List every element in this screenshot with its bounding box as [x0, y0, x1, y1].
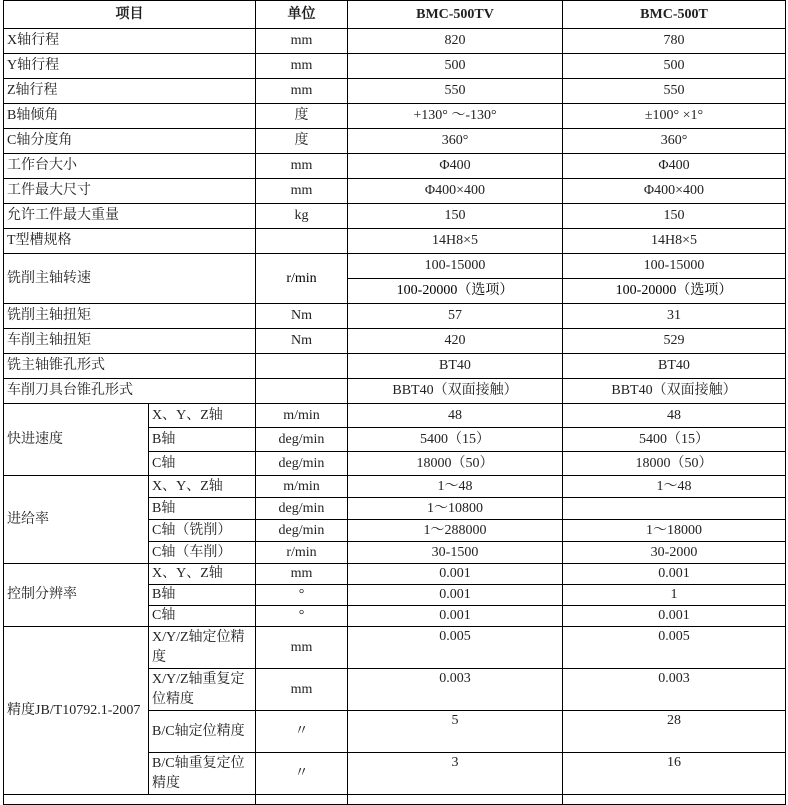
row-label: T型槽规格: [4, 229, 256, 254]
value-model-1: 420: [348, 329, 563, 354]
value-model-2: 0.003: [563, 669, 786, 711]
value-model-1: 1～10800: [348, 498, 563, 520]
value-model-1: +130° ～-130°: [348, 104, 563, 129]
value-model-1: 5400（15）: [348, 428, 563, 452]
value-model-2: [563, 498, 786, 520]
value-model-1: 500: [348, 54, 563, 79]
value-model-1: 48: [348, 404, 563, 428]
value-model-1: 0.001: [348, 585, 563, 606]
value-model-2: 100-20000（选项）: [563, 279, 786, 304]
value-model-1: 1～48: [348, 476, 563, 498]
row-unit: °: [256, 585, 348, 606]
value-model-1: 100-15000: [348, 254, 563, 279]
table-cell: [348, 795, 563, 805]
row-label: 工件最大尺寸: [4, 179, 256, 204]
value-model-1: Φ400×400: [348, 179, 563, 204]
header-unit: 单位: [256, 1, 348, 29]
row-unit: r/min: [256, 254, 348, 304]
row-unit: m/min: [256, 476, 348, 498]
value-model-1: BBT40（双面接触）: [348, 379, 563, 404]
sub-label: C轴（车削）: [149, 542, 256, 564]
value-model-1: 0.005: [348, 627, 563, 669]
row-unit: deg/min: [256, 498, 348, 520]
sub-label: B/C轴定位精度: [149, 711, 256, 753]
row-unit: deg/min: [256, 428, 348, 452]
row-unit: 度: [256, 104, 348, 129]
value-model-1: 18000（50）: [348, 452, 563, 476]
row-unit: Nm: [256, 329, 348, 354]
value-model-2: 31: [563, 304, 786, 329]
row-unit: mm: [256, 564, 348, 585]
value-model-2: Φ400×400: [563, 179, 786, 204]
row-unit: mm: [256, 627, 348, 669]
row-unit: mm: [256, 179, 348, 204]
table-row: [4, 54, 786, 79]
value-model-2: 529: [563, 329, 786, 354]
row-label: Z轴行程: [4, 79, 256, 104]
value-model-1: 0.003: [348, 669, 563, 711]
table-cell: [4, 795, 256, 805]
value-model-2: 28: [563, 711, 786, 753]
row-unit: [256, 379, 348, 404]
table-row: [4, 204, 786, 229]
value-model-1: 100-20000（选项）: [348, 279, 563, 304]
sub-label: X、Y、Z轴: [149, 564, 256, 585]
value-model-1: 550: [348, 79, 563, 104]
table-row: [4, 229, 786, 254]
row-unit: mm: [256, 669, 348, 711]
value-model-2: 30-2000: [563, 542, 786, 564]
sub-label: B轴: [149, 428, 256, 452]
group-label: 控制分辨率: [4, 564, 149, 627]
value-model-2: BBT40（双面接触）: [563, 379, 786, 404]
value-model-1: 0.001: [348, 564, 563, 585]
row-label: C轴分度角: [4, 129, 256, 154]
row-label: 铣主轴锥孔形式: [4, 354, 256, 379]
value-model-2: 5400（15）: [563, 428, 786, 452]
row-label: 工作台大小: [4, 154, 256, 179]
sub-label: X/Y/Z轴重复定位精度: [149, 669, 256, 711]
sub-label: X/Y/Z轴定位精度: [149, 627, 256, 669]
value-model-1: 14H8×5: [348, 229, 563, 254]
value-model-2: Φ400: [563, 154, 786, 179]
value-model-1: 3: [348, 753, 563, 795]
value-model-2: 0.005: [563, 627, 786, 669]
value-model-2: 1～18000: [563, 520, 786, 542]
trailing-row: [4, 795, 786, 805]
value-model-2: 18000（50）: [563, 452, 786, 476]
row-unit: mm: [256, 79, 348, 104]
table-row: [4, 329, 786, 354]
table-row: [4, 354, 786, 379]
row-label: 铣削主轴转速: [4, 254, 256, 304]
group-label: 进给率: [4, 476, 149, 564]
value-model-1: 30-1500: [348, 542, 563, 564]
value-model-1: 57: [348, 304, 563, 329]
sub-label: C轴: [149, 606, 256, 627]
row-unit: mm: [256, 154, 348, 179]
row-unit: Nm: [256, 304, 348, 329]
row-label: X轴行程: [4, 29, 256, 54]
value-model-2: 150: [563, 204, 786, 229]
value-model-2: 14H8×5: [563, 229, 786, 254]
row-label: 铣削主轴扭矩: [4, 304, 256, 329]
table-cell: [256, 795, 348, 805]
row-label: Y轴行程: [4, 54, 256, 79]
group-label: 精度JB/T10792.1-2007: [4, 627, 149, 795]
sub-label: B轴: [149, 498, 256, 520]
value-model-2: 16: [563, 753, 786, 795]
value-model-1: Φ400: [348, 154, 563, 179]
header-row: [4, 1, 786, 29]
row-unit: deg/min: [256, 452, 348, 476]
row-unit: mm: [256, 29, 348, 54]
row-unit: 度: [256, 129, 348, 154]
row-unit: kg: [256, 204, 348, 229]
table-row: [4, 404, 786, 428]
row-label: B轴倾角: [4, 104, 256, 129]
table-row: [4, 379, 786, 404]
sub-label: B轴: [149, 585, 256, 606]
row-unit: 〃: [256, 753, 348, 795]
sub-label: X、Y、Z轴: [149, 404, 256, 428]
table-row: [4, 627, 786, 669]
row-unit: 〃: [256, 711, 348, 753]
table-row: [4, 476, 786, 498]
row-unit: deg/min: [256, 520, 348, 542]
value-model-2: 550: [563, 79, 786, 104]
value-model-2: 0.001: [563, 564, 786, 585]
value-model-1: 0.001: [348, 606, 563, 627]
group-label: 快进速度: [4, 404, 149, 476]
table-row: [4, 304, 786, 329]
value-model-2: 360°: [563, 129, 786, 154]
table-row: [4, 129, 786, 154]
value-model-1: 5: [348, 711, 563, 753]
sub-label: X、Y、Z轴: [149, 476, 256, 498]
value-model-2: ±100° ×1°: [563, 104, 786, 129]
row-unit: m/min: [256, 404, 348, 428]
value-model-2: 1～48: [563, 476, 786, 498]
row-unit: r/min: [256, 542, 348, 564]
value-model-2: BT40: [563, 354, 786, 379]
row-unit: °: [256, 606, 348, 627]
header-item: 项目: [4, 1, 256, 29]
row-label: 车削刀具台锥孔形式: [4, 379, 256, 404]
sub-label: C轴: [149, 452, 256, 476]
row-label: 允许工件最大重量: [4, 204, 256, 229]
value-model-1: 150: [348, 204, 563, 229]
table-row: [4, 564, 786, 585]
value-model-2: 0.001: [563, 606, 786, 627]
row-label: 车削主轴扭矩: [4, 329, 256, 354]
sub-label: B/C轴重复定位精度: [149, 753, 256, 795]
value-model-2: 100-15000: [563, 254, 786, 279]
spec-table: [3, 0, 786, 805]
table-row: [4, 29, 786, 54]
value-model-1: 820: [348, 29, 563, 54]
value-model-2: 780: [563, 29, 786, 54]
header-model-1: BMC-500TV: [348, 1, 563, 29]
table-row: [4, 104, 786, 129]
value-model-1: BT40: [348, 354, 563, 379]
value-model-2: 48: [563, 404, 786, 428]
table-row: [4, 79, 786, 104]
value-model-1: 1～288000: [348, 520, 563, 542]
value-model-1: 360°: [348, 129, 563, 154]
row-unit: [256, 229, 348, 254]
header-model-2: BMC-500T: [563, 1, 786, 29]
row-unit: [256, 354, 348, 379]
table-row: [4, 254, 786, 279]
table-row: [4, 154, 786, 179]
table-cell: [563, 795, 786, 805]
row-unit: mm: [256, 54, 348, 79]
value-model-2: 500: [563, 54, 786, 79]
table-row: [4, 179, 786, 204]
value-model-2: 1: [563, 585, 786, 606]
sub-label: C轴（铣削）: [149, 520, 256, 542]
